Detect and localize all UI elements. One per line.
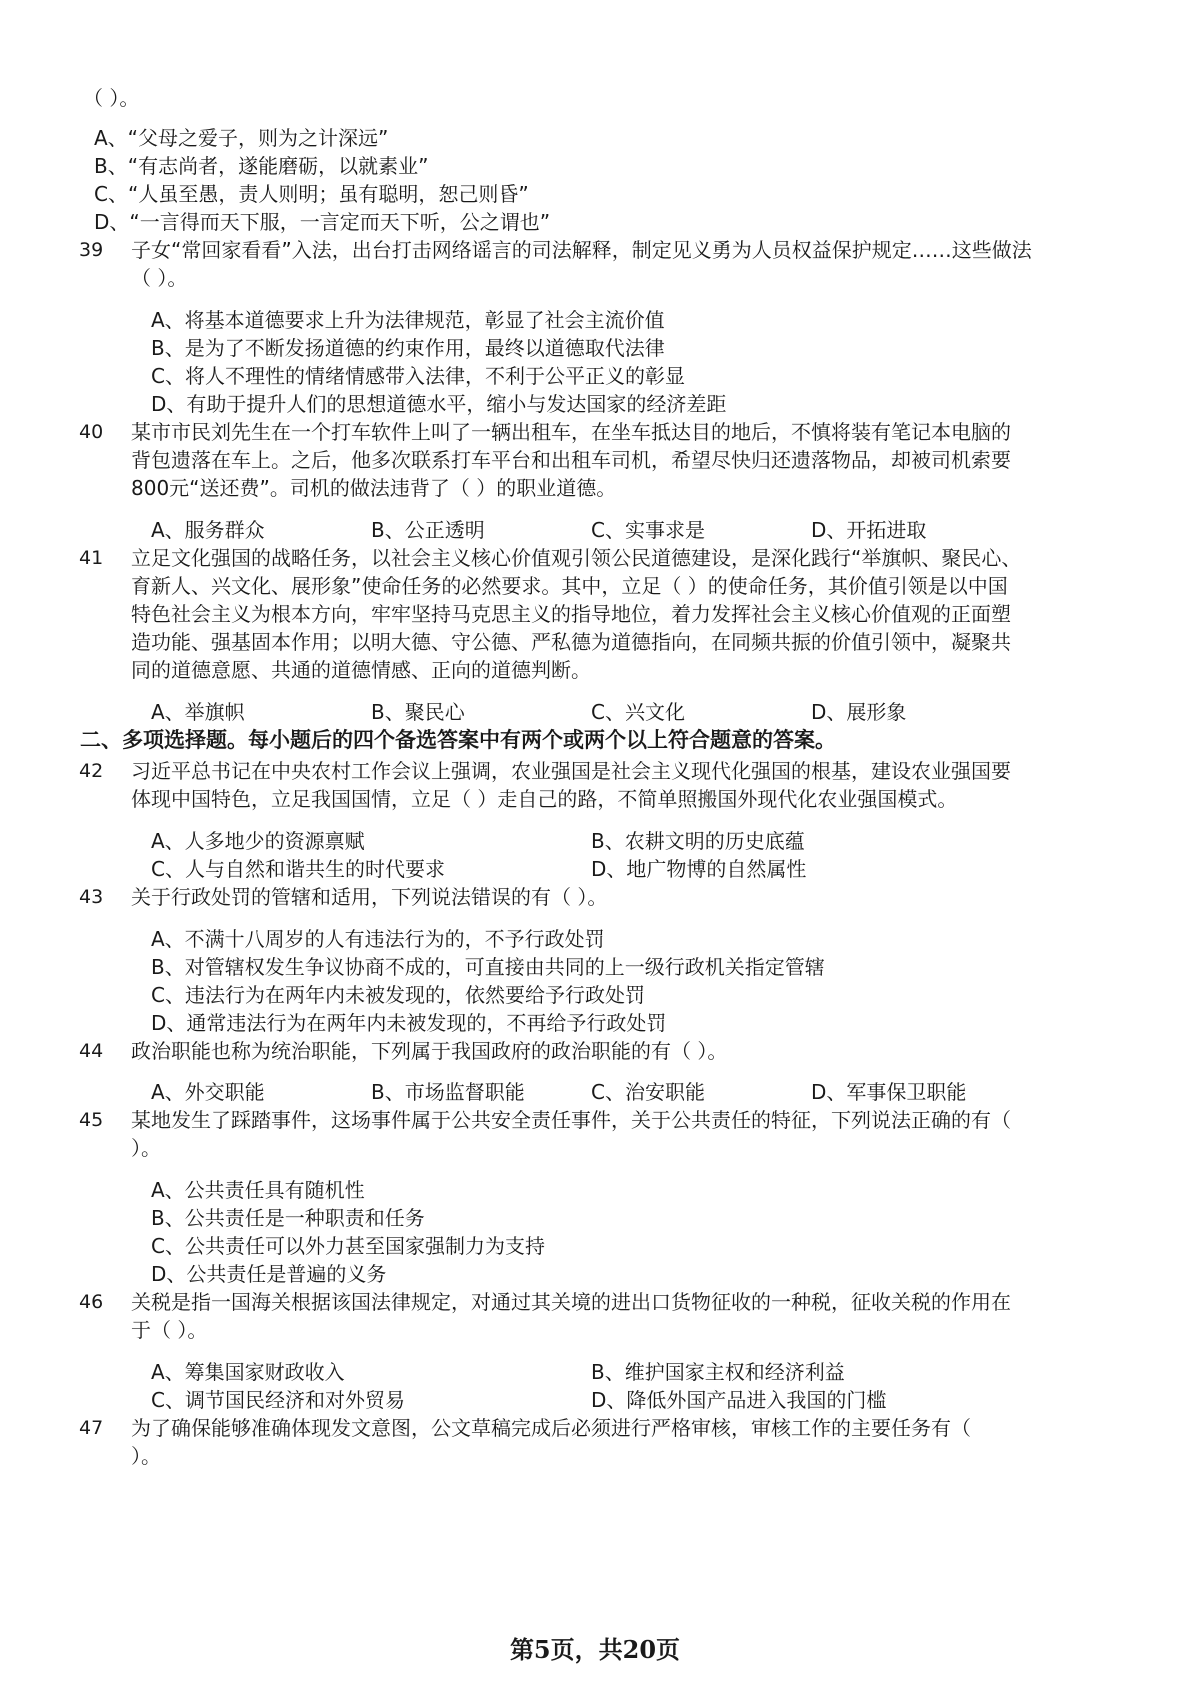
q39-option-d: D、有助于提升人们的思想道德水平，缩小与发达国家的经济差距 — [151, 392, 727, 416]
q43-option-a: A、不满十八周岁的人有违法行为的，不予行政处罚 — [151, 927, 605, 951]
q43-stem-line1: 关于行政处罚的管辖和适用，下列说法错误的有（ ）。 — [131, 885, 608, 909]
q40-option-c: C、实事求是 — [591, 518, 705, 542]
q42-option-b: B、农耕文明的历史底蕴 — [591, 829, 805, 853]
q41-option-a: A、举旗帜 — [151, 700, 245, 724]
q44-option-a: A、外交职能 — [151, 1080, 265, 1104]
q45-option-d: D、公共责任是普遍的义务 — [151, 1262, 387, 1286]
q41-stem-line2: 育新人、兴文化、展形象”使命任务的必然要求。其中，立足（ ）的使命任务，其价值引领是以中国 — [131, 574, 1008, 598]
q47-stem-line2: ）。 — [131, 1444, 161, 1468]
q44-option-b: B、市场监督职能 — [371, 1080, 525, 1104]
q46-option-c: C、调节国民经济和对外贸易 — [151, 1388, 405, 1412]
q39-stem-line2: （ ）。 — [131, 266, 188, 290]
q40-option-b: B、公正透明 — [371, 518, 485, 542]
q47-stem-line1: 为了确保能够准确体现发文意图，公文草稿完成后必须进行严格审核，审核工作的主要任务有（ — [131, 1416, 971, 1440]
q41-stem-line1: 立足文化强国的战略任务，以社会主义核心价值观引领公民道德建设，是深化践行“举旗帜、聚民心、 — [131, 546, 1022, 570]
section-2-heading: 二、多项选择题。每小题后的四个备选答案中有两个或两个以上符合题意的答案。 — [80, 728, 836, 752]
q46-stem-line2: 于（ ）。 — [131, 1318, 208, 1342]
q42-option-a: A、人多地少的资源禀赋 — [151, 829, 365, 853]
q47-number: 47 — [79, 1417, 104, 1439]
q39-stem-line1: 子女“常回家看看”入法，出台打击网络谣言的司法解释，制定见义勇为人员权益保护规定……这些做法 — [131, 238, 1032, 262]
page-footer: 第5页，共20页 — [509, 1635, 681, 1664]
q44-option-c: C、治安职能 — [591, 1080, 705, 1104]
q41-stem-line5: 同的道德意愿、共通的道德情感、正向的道德判断。 — [131, 658, 591, 682]
q41-stem-line4: 造功能、强基固本作用；以明大德、守公德、严私德为道德指向，在同频共振的价值引领中，凝聚共 — [131, 630, 1011, 654]
q44-stem-line1: 政治职能也称为统治职能，下列属于我国政府的政治职能的有（ ）。 — [131, 1039, 728, 1063]
q43-option-b: B、对管辖权发生争议协商不成的，可直接由共同的上一级行政机关指定管辖 — [151, 955, 825, 979]
q42-option-d: D、地广物博的自然属性 — [591, 857, 807, 881]
q38-option-b: B、“有志尚者，遂能磨砺，以就素业” — [94, 154, 429, 178]
q45-stem-line1: 某地发生了踩踏事件，这场事件属于公共安全责任事件，关于公共责任的特征，下列说法正确的有（ — [131, 1108, 1011, 1132]
q41-option-c: C、兴文化 — [591, 700, 685, 724]
q45-option-a: A、公共责任具有随机性 — [151, 1178, 365, 1202]
q42-stem-line1: 习近平总书记在中央农村工作会议上强调，农业强国是社会主义现代化强国的根基，建设农业强国要 — [131, 759, 1011, 783]
q38-paren: （ ）。 — [83, 86, 140, 110]
q38-option-a: A、“父母之爱子，则为之计深远” — [94, 126, 389, 150]
q42-stem-line2: 体现中国特色，立足我国国情，立足（ ）走自己的路，不简单照搬国外现代化农业强国模式。 — [131, 787, 958, 811]
q39-option-b: B、是为了不断发扬道德的约束作用，最终以道德取代法律 — [151, 336, 665, 360]
q44-option-d: D、军事保卫职能 — [811, 1080, 967, 1104]
q42-option-c: C、人与自然和谐共生的时代要求 — [151, 857, 445, 881]
q41-option-d: D、展形象 — [811, 700, 907, 724]
q41-number: 41 — [79, 547, 104, 569]
q40-stem-line1: 某市市民刘先生在一个打车软件上叫了一辆出租车，在坐车抵达目的地后，不慎将装有笔记本电脑的 — [131, 420, 1011, 444]
q39-number: 39 — [79, 239, 104, 261]
q46-stem-line1: 关税是指一国海关根据该国法律规定，对通过其关境的进出口货物征收的一种税，征收关税的作用在 — [131, 1290, 1011, 1314]
q45-number: 45 — [79, 1109, 104, 1131]
q41-stem-line3: 特色社会主义为根本方向，牢牢坚持马克思主义的指导地位，着力发挥社会主义核心价值观的正面塑 — [131, 602, 1011, 626]
q40-number: 40 — [79, 421, 104, 443]
q40-option-d: D、开拓进取 — [811, 518, 927, 542]
q43-number: 43 — [79, 886, 104, 908]
q40-stem-line3: 800元“送还费”。司机的做法违背了（ ）的职业道德。 — [131, 476, 617, 500]
q40-stem-line2: 背包遗落在车上。之后，他多次联系打车平台和出租车司机，希望尽快归还遗落物品，却被司机索要 — [131, 448, 1011, 472]
q43-option-d: D、通常违法行为在两年内未被发现的，不再给予行政处罚 — [151, 1011, 667, 1035]
q46-number: 46 — [79, 1291, 104, 1313]
q46-option-a: A、筹集国家财政收入 — [151, 1360, 345, 1384]
q38-option-d: D、“一言得而天下服，一言定而天下听，公之谓也” — [94, 210, 551, 234]
q39-option-a: A、将基本道德要求上升为法律规范，彰显了社会主流价值 — [151, 308, 665, 332]
q43-option-c: C、违法行为在两年内未被发现的，依然要给予行政处罚 — [151, 983, 645, 1007]
q45-option-b: B、公共责任是一种职责和任务 — [151, 1206, 425, 1230]
q45-stem-line2: ）。 — [131, 1136, 161, 1160]
q46-option-d: D、降低外国产品进入我国的门槛 — [591, 1388, 887, 1412]
q42-number: 42 — [79, 760, 104, 782]
q41-option-b: B、聚民心 — [371, 700, 465, 724]
q39-option-c: C、将人不理性的情绪情感带入法律，不利于公平正义的彰显 — [151, 364, 685, 388]
q45-option-c: C、公共责任可以外力甚至国家强制力为支持 — [151, 1234, 545, 1258]
q40-option-a: A、服务群众 — [151, 518, 265, 542]
q38-option-c: C、“人虽至愚，责人则明；虽有聪明，恕己则昏” — [94, 182, 529, 206]
q44-number: 44 — [79, 1040, 104, 1062]
q46-option-b: B、维护国家主权和经济利益 — [591, 1360, 845, 1384]
